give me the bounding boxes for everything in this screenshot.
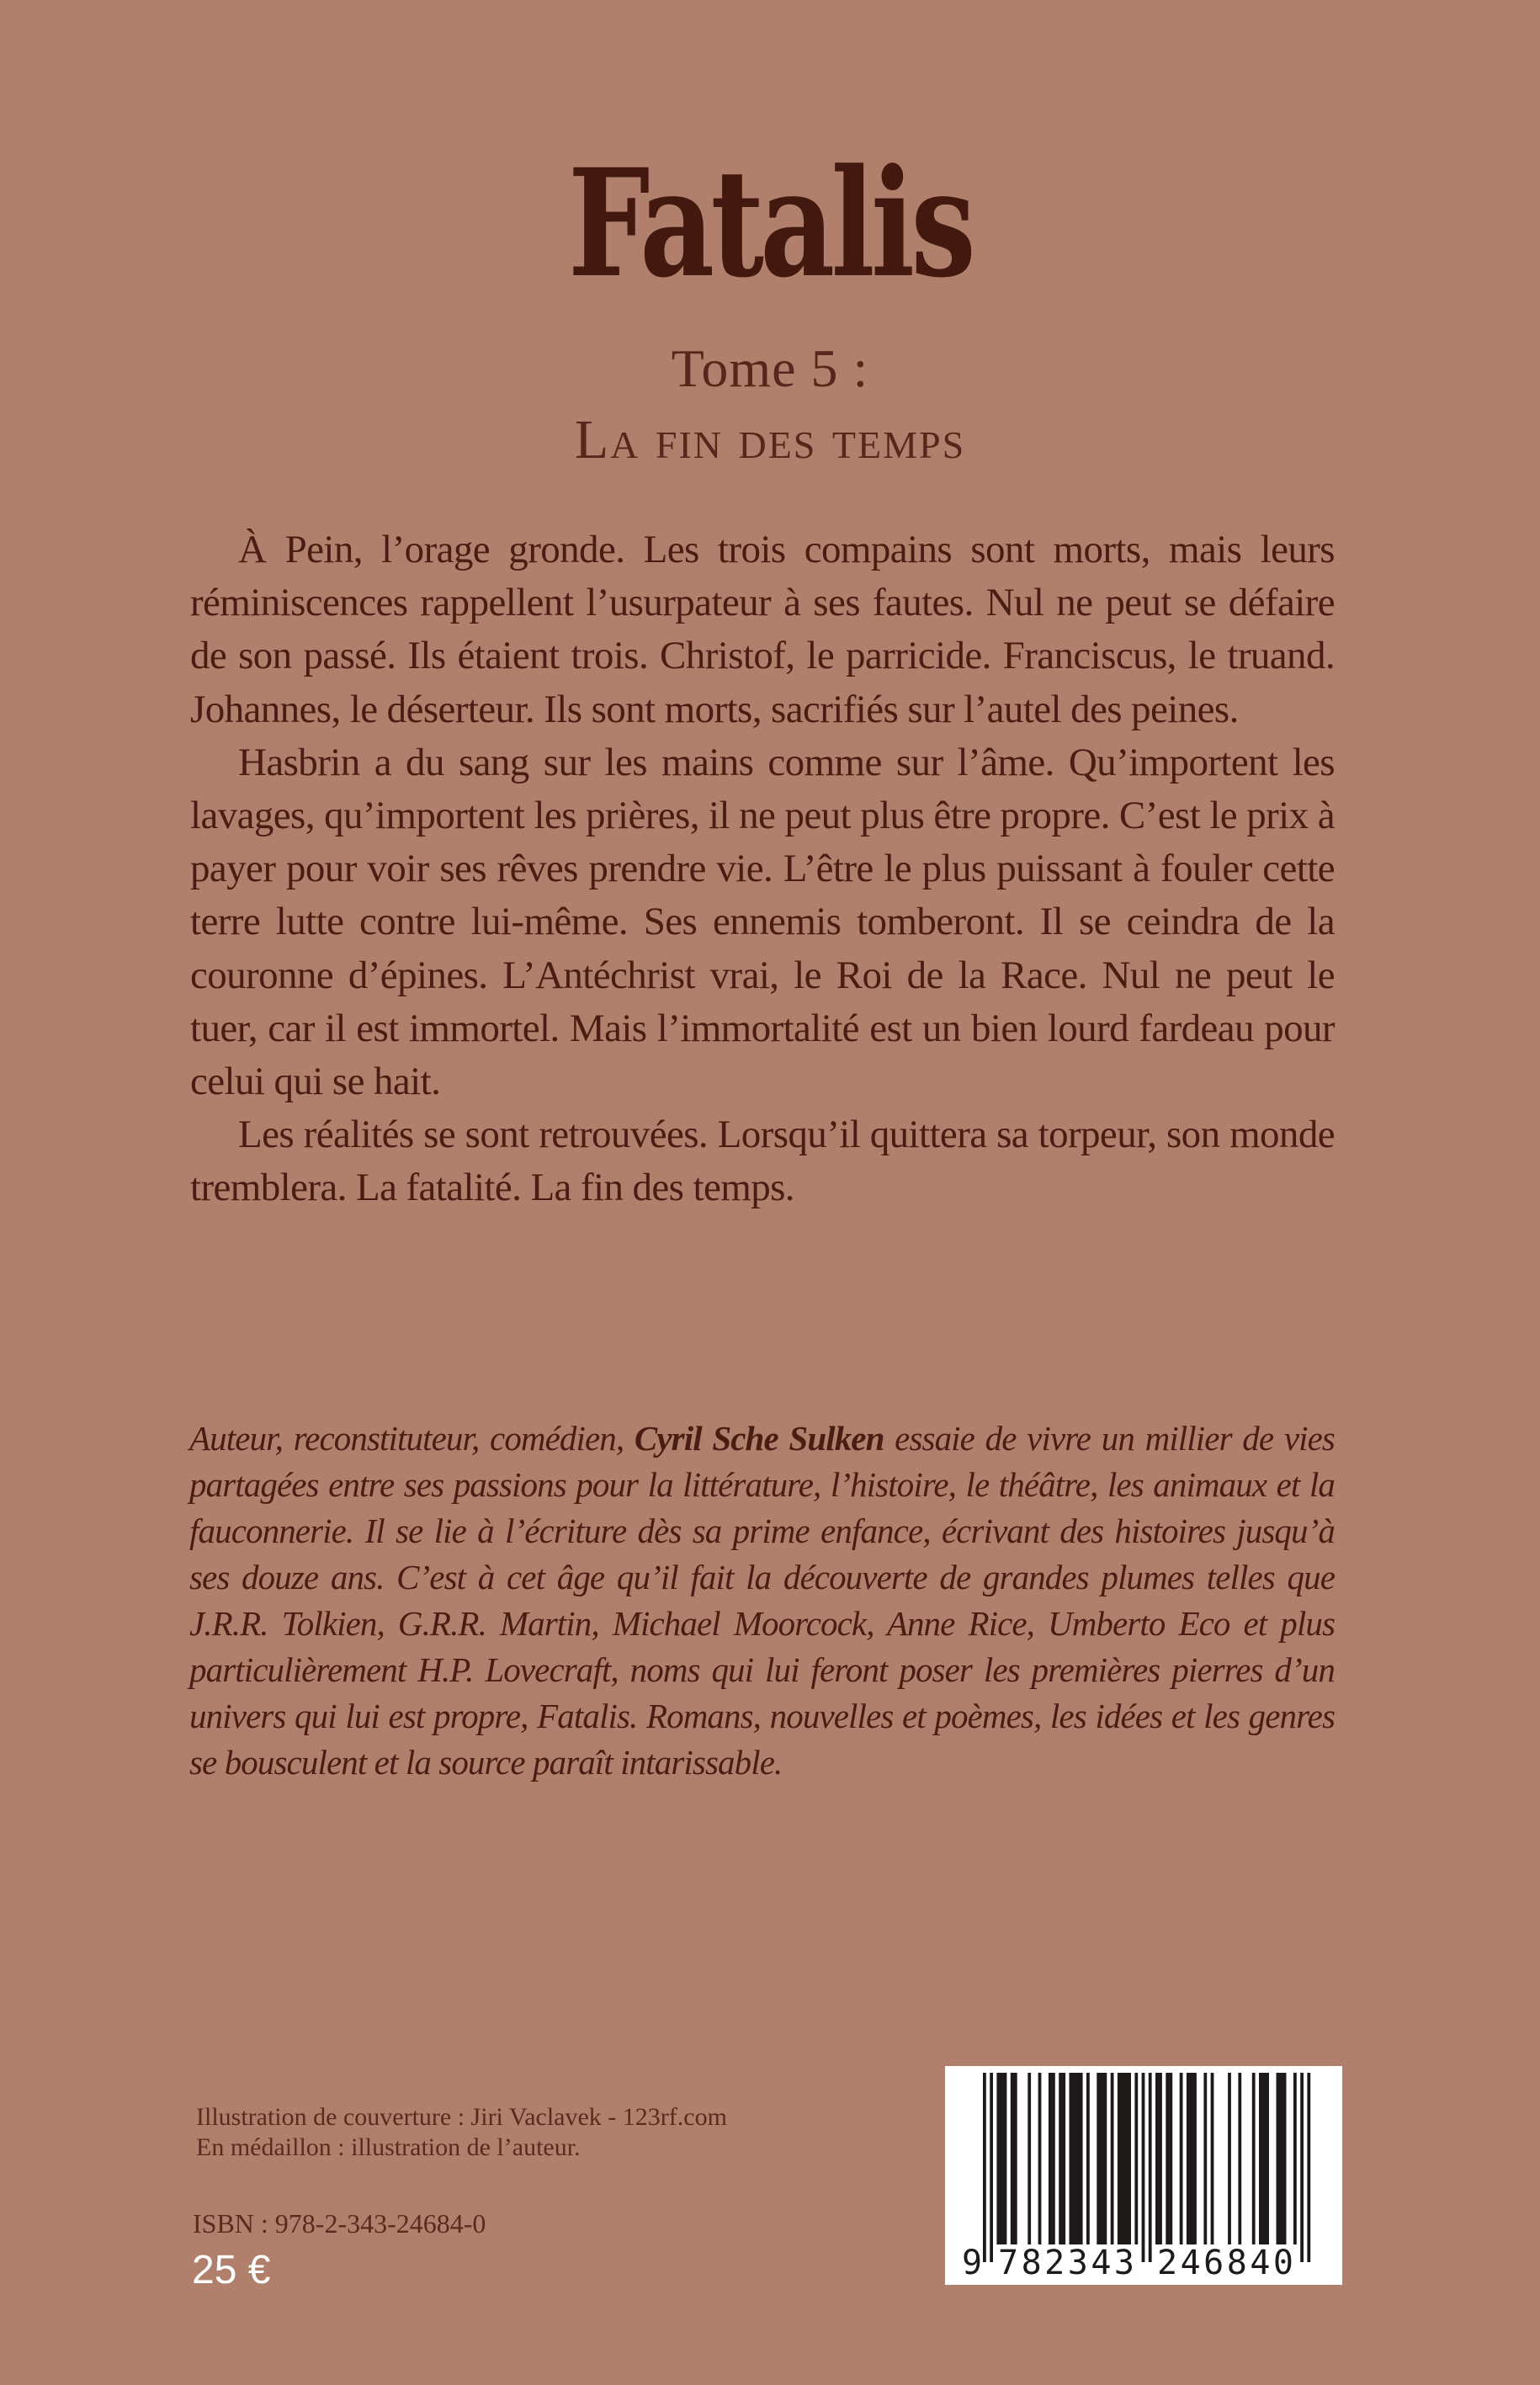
- barcode-bar: [1259, 2073, 1269, 2244]
- barcode-bar: [1149, 2073, 1152, 2262]
- barcode-bar: [1118, 2073, 1131, 2244]
- barcode-first-digit: 9: [962, 2244, 983, 2282]
- volume-number: Tome 5 :: [671, 338, 869, 398]
- synopsis-paragraph: Hasbrin a du sang sur les mains comme sur l’âme. Qu’importent les lavages, qu’importent les prières, il ne peut plus être propre. C’est le prix à payer pour voir ses rêves prendre vie. L’être le plus puissant à fouler cette terre lutte contre lui-même. Ses ennemis tomberont. Il se ceindra de la couronne d’épines. L’Antéchrist vrai, le Roi de la Race. Nul ne peut le tuer, car il est immortel. Mais l’immortalité est un bien lourd fardeau pour celui qui se hait.: [190, 740, 1335, 1104]
- author-name: Cyril Sche Sulken: [634, 1419, 884, 1458]
- barcode-bar: [1059, 2073, 1065, 2244]
- author-bio-paragraph: [189, 1416, 1335, 1786]
- price: 25 €: [192, 2248, 271, 2292]
- synopsis-paragraph: Les réalités se sont retrouvées. Lorsqu’il quittera sa torpeur, son monde tremblera. La fatalité. La fin des temps.: [190, 1113, 1335, 1210]
- barcode-bar: [996, 2073, 1006, 2244]
- isbn: ISBN : 978-2-343-24684-0: [193, 2208, 486, 2239]
- barcode-bars: [983, 2073, 1310, 2262]
- barcode-bar: [1203, 2073, 1207, 2244]
- barcode-bar: [1238, 2073, 1241, 2244]
- barcode-bar: [990, 2073, 993, 2262]
- medallion-credit: En médaillon : illustration de l’auteur.: [196, 2133, 581, 2161]
- barcode-bar: [1180, 2073, 1183, 2244]
- barcode-bar: [1049, 2073, 1055, 2244]
- barcode-bar: [1300, 2073, 1304, 2262]
- barcode-bar: [1307, 2073, 1310, 2262]
- barcode-bar: [1111, 2073, 1114, 2244]
- barcode-bar: [1252, 2073, 1256, 2244]
- barcode-bar: [1086, 2073, 1090, 2244]
- bio-body: essaie de vivre un millier de vies partagées entre ses passions pour la littérature, l’histoire, le théâtre, les animaux et la fauconnerie. Il se lie à l’écriture dès sa prime enfance, écrivant des histoires jusqu’à ses douze ans. C’est à cet âge qu’il fait la découverte de grandes plumes telles que J.R.R. Tolkien, G.R.R. Martin, Michael Moorcock, Anne Rice, Umberto Eco et plus particulièrement H.P. Lovecraft, noms qui lui feront poser les premières pierres d’un univers qui lui est propre, Fatalis. Romans, nouvelles et poèmes, les idées et les genres se bousculent et la source paraît intarissable.: [189, 1419, 1335, 1782]
- barcode-left-digits: 782343: [998, 2244, 1134, 2282]
- barcode-right-digits: 246840: [1157, 2244, 1293, 2282]
- author-bio: [189, 1416, 1335, 1786]
- barcode-bar: [1277, 2073, 1287, 2244]
- synopsis-paragraph: À Pein, l’orage gronde. Les trois compains sont morts, mais leurs réminiscences rappellent l’usurpateur à ses fautes. Nul ne peut se défaire de son passé. Ils étaient trois. Christof, le parricide. Franciscus, le truand. Johannes, le déserteur. Ils sont morts, sacrifiés sur l’autel des peines.: [190, 528, 1335, 731]
- barcode: [945, 2066, 1342, 2285]
- synopsis: [190, 523, 1335, 1215]
- barcode-bar: [1211, 2073, 1214, 2244]
- book-title: Fatalis: [567, 136, 973, 311]
- barcode-bar: [1134, 2073, 1138, 2244]
- bio-intro: Auteur, reconstituteur, comédien,: [189, 1419, 635, 1458]
- barcode-graphic: [945, 2066, 1342, 2285]
- barcode-bar: [1038, 2073, 1042, 2244]
- barcode-bar: [1011, 2073, 1017, 2244]
- barcode-bar: [1155, 2073, 1162, 2244]
- cover-illustration-credit: Illustration de couverture : Jiri Vaclavek - 123rf.com: [196, 2103, 727, 2131]
- barcode-bar: [1187, 2073, 1197, 2244]
- barcode-bar: [1097, 2073, 1107, 2244]
- barcode-bar: [1028, 2073, 1031, 2244]
- barcode-bar: [1070, 2073, 1083, 2244]
- barcode-bar: [1142, 2073, 1145, 2262]
- book-subtitle: La fin des temps: [574, 409, 966, 470]
- barcode-bar: [1293, 2073, 1297, 2244]
- barcode-bar: [1166, 2073, 1172, 2244]
- barcode-bar: [983, 2073, 986, 2262]
- barcode-bar: [1228, 2073, 1231, 2244]
- credits: [196, 2102, 727, 2163]
